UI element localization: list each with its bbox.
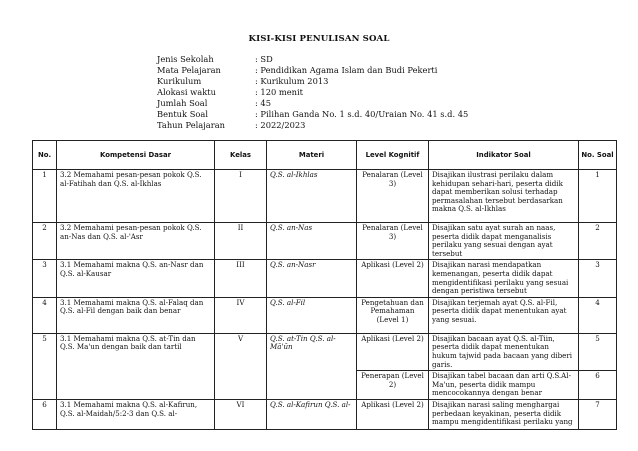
meta-row <box>157 76 468 87</box>
cell-kd: 3.2 Memahami pesan-pesan pokok Q.S. an-Nas dan Q.S. al-'Asr <box>57 223 215 260</box>
kisi-table <box>32 140 617 430</box>
table-row <box>33 260 617 297</box>
cell-kelas: V <box>215 333 267 399</box>
cell-materi: Q.S. al-Kafirun Q.S. al- <box>267 399 357 429</box>
cell-kelas: II <box>215 223 267 260</box>
cell-level: Penalaran (Level 3) <box>357 223 429 260</box>
cell-level: Aplikasi (Level 2) <box>357 399 429 429</box>
meta-row <box>157 65 468 76</box>
cell-kd: 3.1 Memahami makna Q.S. al-Falaq dan Q.S. al-Fil dengan baik dan benar <box>57 297 215 333</box>
meta-label: Jumlah Soal <box>157 98 208 108</box>
header-materi: Materi <box>267 141 357 170</box>
meta-value: : Pilihan Ganda No. 1 s.d. 40/Uraian No. 41 s.d. 45 <box>255 109 469 119</box>
cell-level: Penerapan (Level 2) <box>357 371 429 400</box>
meta-label: Alokasi waktu <box>157 87 216 97</box>
cell-indikator: Disajikan narasi saling menghargai perbedaan keyakinan, peserta didik mampu mengidentifikasi perilaku yang <box>429 399 579 429</box>
cell-level: Penalaran (Level 3) <box>357 170 429 223</box>
cell-indikator: Disajikan bacaan ayat Q.S. al-Tiin, peserta didik dapat menentukan hukum tajwid pada bacaan yang diberi garis. <box>429 333 579 370</box>
cell-materi: Q.S. an-Nas <box>267 223 357 260</box>
cell-materi: Q.S. al-Ikhlas <box>267 170 357 223</box>
table-row <box>33 399 617 429</box>
cell-no-soal: 2 <box>579 223 617 260</box>
header-kompetensi-dasar: Kompetensi Dasar <box>57 141 215 170</box>
table-row <box>33 297 617 333</box>
cell-no: 3 <box>33 260 57 297</box>
cell-no-soal: 3 <box>579 260 617 297</box>
table-row <box>33 170 617 223</box>
cell-indikator: Disajikan narasi mendapatkan kemenangan, peserta didik dapat mengidentifikasi perilaku yang sesuai dengan peristiwa tersebut <box>429 260 579 297</box>
meta-value: : 2022/2023 <box>255 120 306 130</box>
meta-label: Kurikulum <box>157 76 202 86</box>
header-no-soal: No. Soal <box>579 141 617 170</box>
meta-value: : Pendidikan Agama Islam dan Budi Pekerti <box>255 65 438 75</box>
meta-row <box>157 54 468 65</box>
cell-kd: 3.1 Memahami makna Q.S. at-Tin dan Q.S. Ma'un dengan baik dan tartil <box>57 333 215 399</box>
document-title: KISI-KISI PENULISAN SOAL <box>248 34 390 44</box>
meta-value: : 120 menit <box>255 87 304 97</box>
meta-label: Tahun Pelajaran <box>157 120 225 130</box>
meta-row <box>157 109 468 120</box>
cell-kelas: I <box>215 170 267 223</box>
cell-no: 6 <box>33 399 57 429</box>
meta-label: Jenis Sekolah <box>157 54 214 64</box>
cell-no: 4 <box>33 297 57 333</box>
cell-no: 2 <box>33 223 57 260</box>
cell-level: Aplikasi (Level 2) <box>357 333 429 370</box>
cell-indikator: Disajikan tabel bacaan dan arti Q.S.Al-Ma'un, peserta didik mampu mencocokannya dengan benar <box>429 371 579 400</box>
cell-materi: Q.S. an-Nasr <box>267 260 357 297</box>
table-row <box>33 223 617 260</box>
cell-no-soal: 4 <box>579 297 617 333</box>
meta-label: Mata Pelajaran <box>157 65 221 75</box>
cell-no-soal: 7 <box>579 399 617 429</box>
cell-level: Pengetahuan dan Pemahaman (Level 1) <box>357 297 429 333</box>
cell-no: 5 <box>33 333 57 399</box>
header-kelas: Kelas <box>215 141 267 170</box>
cell-no-soal: 5 <box>579 333 617 370</box>
meta-label: Bentuk Soal <box>157 109 208 119</box>
meta-row <box>157 87 468 98</box>
cell-kelas: IV <box>215 297 267 333</box>
cell-kelas: III <box>215 260 267 297</box>
header-no: No. <box>33 141 57 170</box>
cell-indikator: Disajikan terjemah ayat Q.S. al-Fil, peserta didik dapat menentukan ayat yang sesuai. <box>429 297 579 333</box>
header-level-kognitif: Level Kognitif <box>357 141 429 170</box>
cell-materi: Q.S. al-Fil <box>267 297 357 333</box>
cell-level: Aplikasi (Level 2) <box>357 260 429 297</box>
table-row <box>33 333 617 370</box>
cell-no: 1 <box>33 170 57 223</box>
cell-kelas: VI <box>215 399 267 429</box>
table-header-row <box>33 141 617 170</box>
meta-row <box>157 120 468 131</box>
cell-no-soal: 6 <box>579 371 617 400</box>
cell-materi: Q.S. at-Tin Q.S. al-Mā'ūn <box>267 333 357 399</box>
document-meta <box>157 54 468 131</box>
cell-kd: 3.1 Memahami makna Q.S. al-Kafirun, Q.S. al-Maidah/5:2-3 dan Q.S. al- <box>57 399 215 429</box>
meta-value: : 45 <box>255 98 271 108</box>
cell-kd: 3.1 Memahami makna Q.S. an-Nasr dan Q.S. al-Kausar <box>57 260 215 297</box>
meta-value: : Kurikulum 2013 <box>255 76 329 86</box>
meta-value: : SD <box>255 54 273 64</box>
meta-row <box>157 98 468 109</box>
cell-no-soal: 1 <box>579 170 617 223</box>
cell-kd: 3.2 Memahami pesan-pesan pokok Q.S. al-Fatihah dan Q.S. al-Ikhlas <box>57 170 215 223</box>
header-indikator-soal: Indikator Soal <box>429 141 579 170</box>
cell-indikator: Disajikan satu ayat surah an naas, peserta didik dapat menganalisis perilaku yang sesuai dengan ayat tersebut <box>429 223 579 260</box>
cell-indikator: Disajikan ilustrasi perilaku dalam kehidupan sehari-hari, peserta didik dapat memberikan solusi terhadap permasalahan tersebut berdasarkan makna Q.S. al-Ikhlas <box>429 170 579 223</box>
